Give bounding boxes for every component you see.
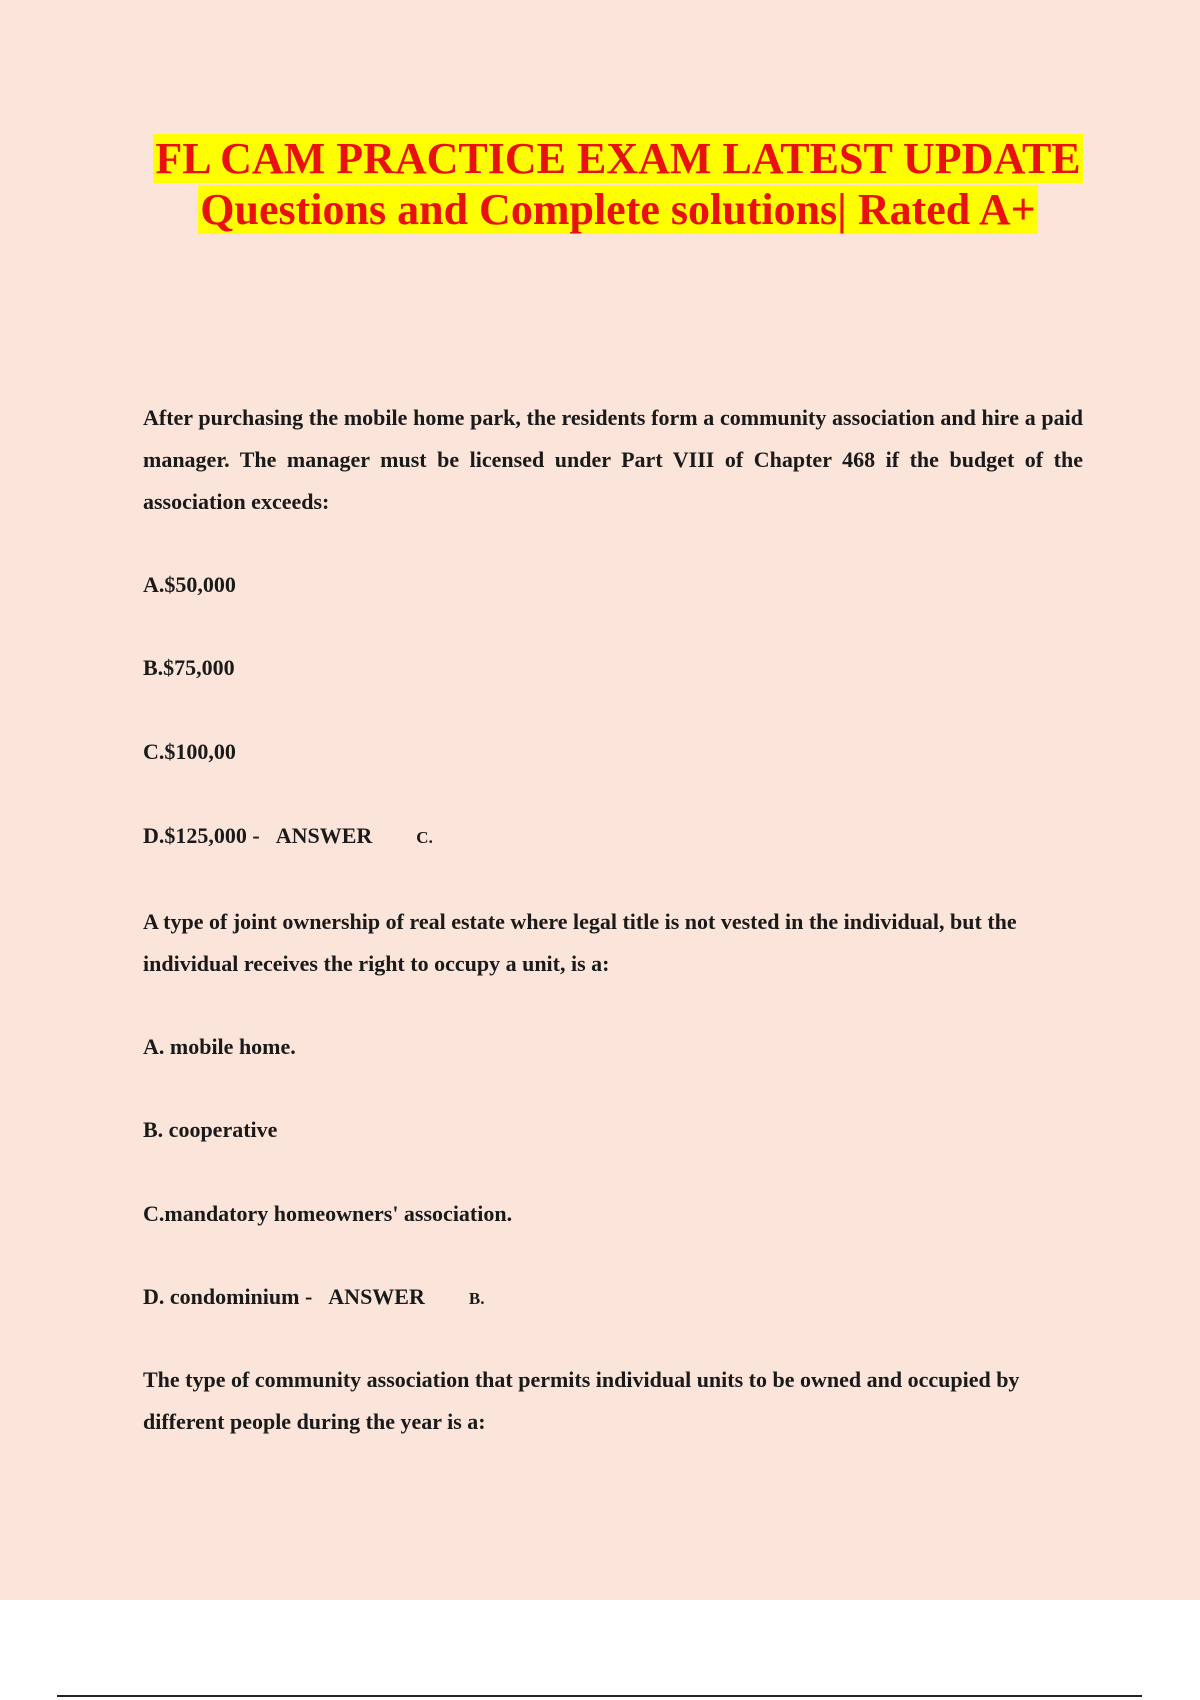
- question-1-option-a: A.$50,000: [143, 572, 236, 597]
- question-2-answer-label: ANSWER: [328, 1284, 425, 1309]
- title-line-1: FL CAM PRACTICE EXAM LATEST UPDATE: [155, 134, 1081, 183]
- question-1-option-d-answer: [143, 822, 433, 852]
- question-1-option-c: C.$100,00: [143, 739, 236, 764]
- question-1-option-d: D.$125,000 -: [143, 823, 260, 848]
- footer-divider: [57, 1695, 1142, 1697]
- question-2-text: A type of joint ownership of real estate where legal title is not vested in the individual, but the individual receives the right to occupy a unit, is a:: [143, 909, 1017, 976]
- question-1-answer-label: ANSWER: [275, 823, 373, 848]
- question-2-option-a: A. mobile home.: [143, 1034, 296, 1059]
- question-2-option-d-answer: [143, 1283, 484, 1313]
- question-3-text: The type of community association that permits individual units to be owned and occupied by different people during the year is a:: [143, 1367, 1020, 1434]
- title-line-2: Questions and Complete solutions| Rated A+: [200, 185, 1036, 234]
- question-1-text: After purchasing the mobile home park, the residents form a community association and hire a paid manager. The manager must be licensed under Part VIII of Chapter 468 if the budget of the association exceeds:: [143, 405, 1083, 514]
- question-2-answer: B.: [468, 1289, 485, 1308]
- question-1-answer: C.: [416, 828, 433, 847]
- question-2-option-c: C.mandatory homeowners' association.: [143, 1201, 513, 1226]
- question-1-option-b: B.$75,000: [143, 655, 235, 680]
- document-title: [0, 133, 1200, 235]
- question-2-option-b: B. cooperative: [143, 1117, 278, 1142]
- question-2-option-d: D. condominium -: [143, 1284, 313, 1309]
